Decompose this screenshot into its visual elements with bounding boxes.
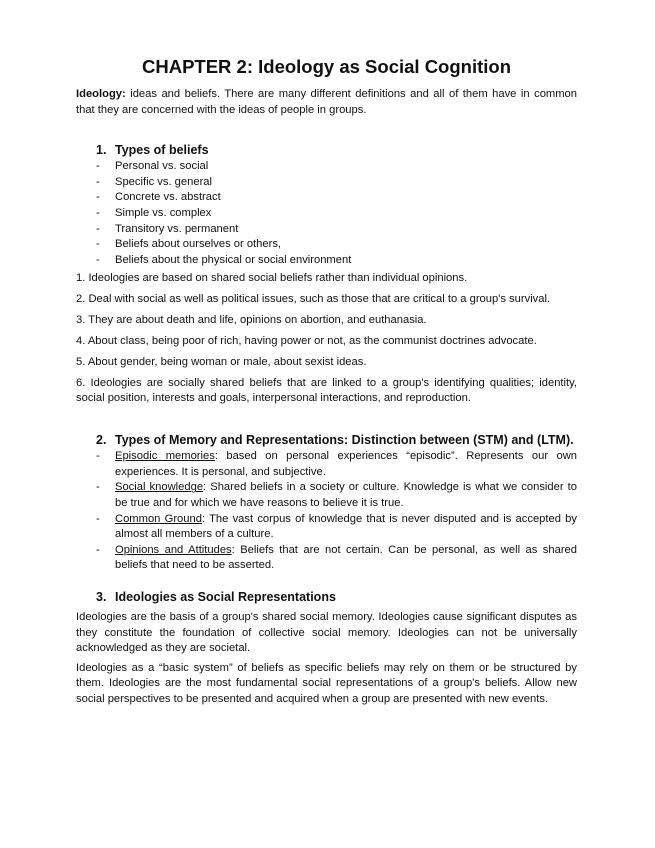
section-3-paragraph: Ideologies as a “basic system” of beliefs as specific beliefs may rely on them or be structured by them. Ideologies are the most fundamental social representations of a group's beliefs. Allow new social perspectives to be presented and acquired when a group are presented with new events. xyxy=(76,661,577,705)
list-item: - Specific vs. general xyxy=(96,175,213,188)
numbered-point: 6. Ideologies are socially shared beliefs that are linked to a group's identifying qualities; identity, social position, interests and goals, interpersonal interactions, and reproduction. xyxy=(76,376,577,405)
social-knowledge-term: Social knowledge xyxy=(115,481,204,494)
page-title: CHAPTER 2: Ideology as Social Cognition xyxy=(141,56,511,77)
section-3-heading xyxy=(96,589,577,605)
intro-term: Ideology: xyxy=(76,88,126,100)
list-item: - Opinions and Attitudes: Beliefs that are not certain. Can be personal, as well as shared beliefs that need to be asserted. xyxy=(96,543,578,572)
list-item: - Personal vs. social xyxy=(96,160,209,173)
intro-paragraph xyxy=(76,87,577,118)
ideology-points xyxy=(76,271,577,407)
numbered-point: 3. They are about death and life, opinions on abortion, and euthanasia. xyxy=(76,314,427,327)
episodic-memories-term: Episodic memories xyxy=(115,450,215,463)
opinions-attitudes-term: Opinions and Attitudes xyxy=(115,543,232,556)
document-page xyxy=(76,56,577,708)
list-item: - Common Ground: The vast corpus of knowledge that is never disputed and is accepted by almost all members of a culture. xyxy=(96,512,578,541)
belief-types-list xyxy=(96,159,577,268)
section-2-title: Types of Memory and Representations: Distinction between (STM) and (LTM). xyxy=(115,433,574,448)
section-1-title: Types of beliefs xyxy=(115,143,209,158)
section-2-heading xyxy=(96,432,577,448)
section-1-heading xyxy=(96,142,577,158)
list-item: - Simple vs. complex xyxy=(96,206,212,219)
section-2-number: 2. xyxy=(96,433,107,448)
numbered-point: 4. About class, being poor of rich, having power or not, as the communist doctrines advocate. xyxy=(76,335,537,348)
list-item: - Transitory vs. permanent xyxy=(96,222,239,235)
list-item: - Concrete vs. abstract xyxy=(96,191,221,204)
section-3-number: 3. xyxy=(96,590,107,605)
numbered-point: 5. About gender, being woman or male, about sexist ideas. xyxy=(76,355,367,368)
memory-types-list xyxy=(96,449,577,574)
section-3-paragraph: Ideologies are the basis of a group's shared social memory. Ideologies cause significant disputes as they constitute the foundation of collective social memory. Ideologies can not be universally acknowledged as they are societal. xyxy=(76,611,577,655)
list-item: - Beliefs about the physical or social environment xyxy=(96,253,352,266)
intro-text: ideas and beliefs. There are many different definitions and all of them have in common that they are concerned with the ideas of people in groups. xyxy=(76,88,577,116)
list-item: - Beliefs about ourselves or others, xyxy=(96,238,282,251)
section-1-number: 1. xyxy=(96,143,107,158)
common-ground-term: Common Ground xyxy=(115,512,202,525)
list-item: - Social knowledge: Shared beliefs in a society or culture. Knowledge is what we consider to be true and for which we have reasons to believe it is true. xyxy=(96,481,577,510)
section-3-title: Ideologies as Social Representations xyxy=(115,590,336,605)
numbered-point: 1. Ideologies are based on shared social beliefs rather than individual opinions. xyxy=(76,272,468,285)
list-item: - Episodic memories: based on personal experiences “episodic”. Represents our own experiences. It is personal, and subjective. xyxy=(96,450,577,478)
numbered-point: 2. Deal with social as well as political issues, such as those that are critical to a group's survival. xyxy=(76,293,551,306)
